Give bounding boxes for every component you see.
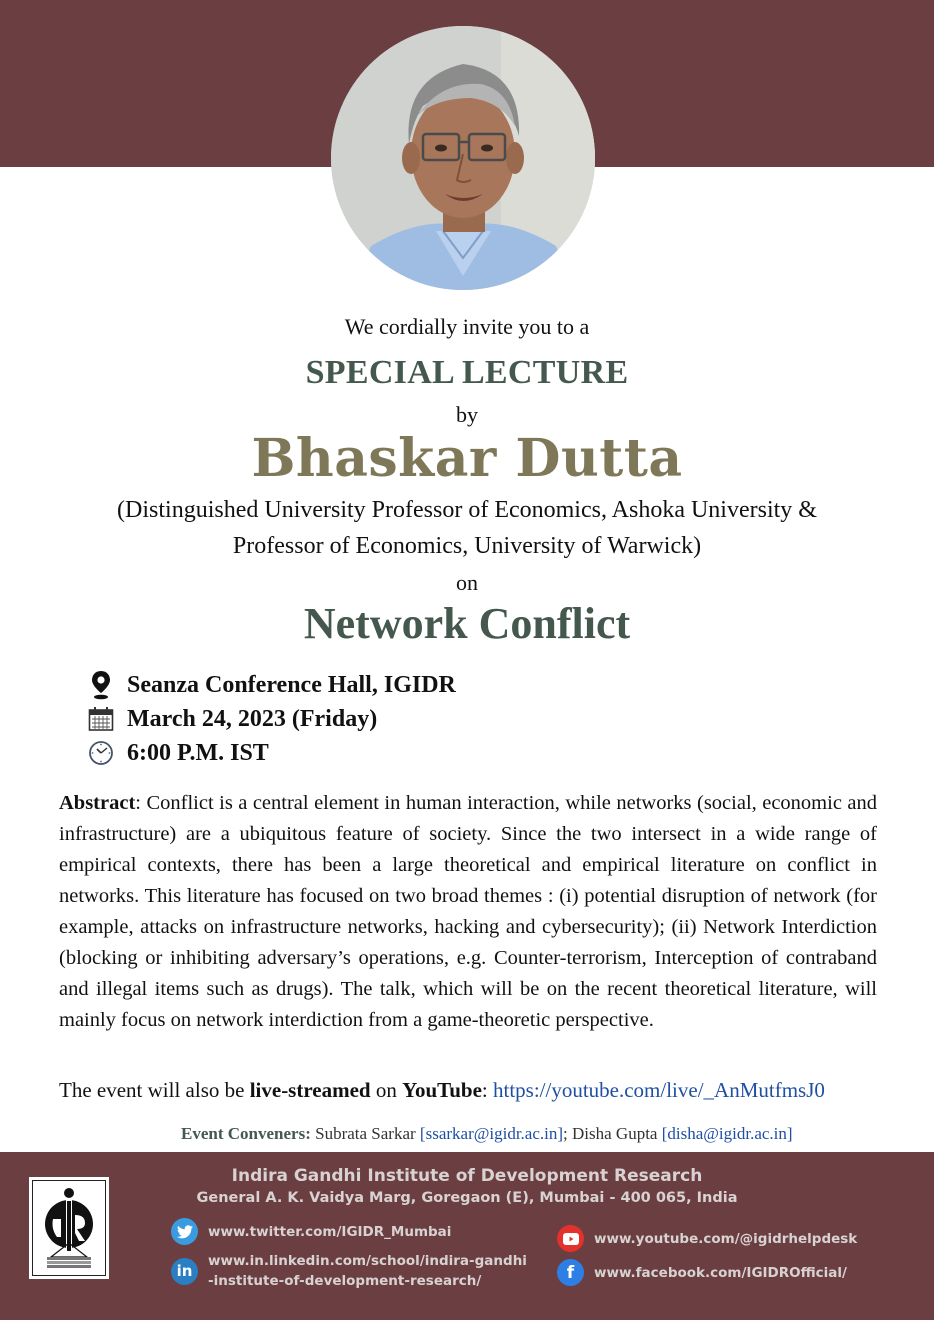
abstract-text: : Conflict is a central element in human interaction, while networks (social, economic and infrastructure) are a ubiquitous feature of society. Since the two intersect in a wide range of empirical contexts, there has been a large theoretical and empirical literature on conflict in networks. This literature has focused on two broad themes : (i) potential disruption of network (for example, attacks on infrastructure networks, hacking and cybersecurity); (ii) Network Interdiction (blocking or inhibiting adversary’s operations, e.g. Counter-terrorism, Interception of contraband and illegal items such as drugs). The talk, which will be on the recent theoretical literature, will mainly focus on network interdiction from a game-theoretic perspective. <box>59 792 877 1031</box>
youtube-link[interactable] <box>557 1225 857 1252</box>
livestream-line <box>59 1078 825 1103</box>
portrait-illustration <box>331 26 595 290</box>
livestream-prefix: The event will also be <box>59 1078 250 1102</box>
event-conveners <box>181 1124 793 1144</box>
speaker-affiliation-line2: Professor of Economics, University of Warwick) <box>232 533 702 559</box>
speaker-name: Bhaskar Dutta <box>251 428 683 489</box>
event-type-heading: SPECIAL LECTURE <box>305 354 629 391</box>
time-row <box>86 736 456 770</box>
linkedin-url-line1: www.in.linkedin.com/school/indira-gandhi <box>208 1253 527 1269</box>
venue-text: Seanza Conference Hall, IGIDR <box>127 671 456 698</box>
org-name: Indira Gandhi Institute of Development Research <box>231 1166 703 1186</box>
date-row <box>86 702 456 736</box>
youtube-icon <box>557 1225 584 1252</box>
convener-email-2[interactable]: [disha@igidr.ac.in] <box>661 1124 793 1143</box>
youtube-url: www.youtube.com/@igidrhelpdesk <box>594 1230 858 1247</box>
facebook-link[interactable] <box>557 1259 847 1286</box>
twitter-icon <box>171 1218 198 1245</box>
facebook-url: www.facebook.com/IGIDROfficial/ <box>594 1264 847 1281</box>
livestream-bold: live-streamed <box>249 1078 371 1102</box>
time-text: 6:00 P.M. IST <box>127 739 269 766</box>
speaker-portrait <box>331 26 595 290</box>
convener-name-1: Subrata Sarkar <box>310 1124 420 1143</box>
abstract-label: Abstract <box>59 792 136 814</box>
linkedin-url <box>208 1251 527 1291</box>
youtube-bold: YouTube <box>402 1078 482 1102</box>
calendar-icon <box>86 704 116 734</box>
livestream-link[interactable]: https://youtube.com/live/_AnMutfmsJ0 <box>492 1078 825 1102</box>
twitter-url: www.twitter.com/IGIDR_Mumbai <box>208 1223 452 1240</box>
clock-icon <box>86 738 116 768</box>
livestream-colon: : <box>481 1078 493 1102</box>
invite-intro: We cordially invite you to a <box>344 314 590 339</box>
on-label: on <box>456 570 478 595</box>
linkedin-link[interactable] <box>171 1251 527 1291</box>
convener-email-1[interactable]: [ssarkar@igidr.ac.in] <box>419 1124 564 1143</box>
linkedin-url-line2: -institute-of-development-research/ <box>208 1273 482 1289</box>
conveners-label: Event Conveners: <box>181 1124 311 1143</box>
twitter-link[interactable] <box>171 1218 451 1245</box>
date-text: March 24, 2023 (Friday) <box>127 705 378 732</box>
facebook-icon: f <box>557 1259 584 1286</box>
event-details <box>86 668 456 770</box>
footer-band <box>0 1152 934 1320</box>
linkedin-icon: in <box>171 1258 198 1285</box>
livestream-mid: on <box>370 1078 403 1102</box>
by-label: by <box>456 402 478 427</box>
venue-row <box>86 668 456 702</box>
convener-name-2: ; Disha Gupta <box>563 1124 662 1143</box>
speaker-affiliation-line1: (Distinguished University Professor of Economics, Ashoka University & <box>117 497 817 523</box>
org-address: General A. K. Vaidya Marg, Goregaon (E), Mumbai - 400 065, India <box>196 1190 738 1206</box>
location-pin-icon <box>86 670 116 700</box>
abstract-paragraph <box>59 788 877 1036</box>
lecture-topic: Network Conflict <box>303 599 631 648</box>
